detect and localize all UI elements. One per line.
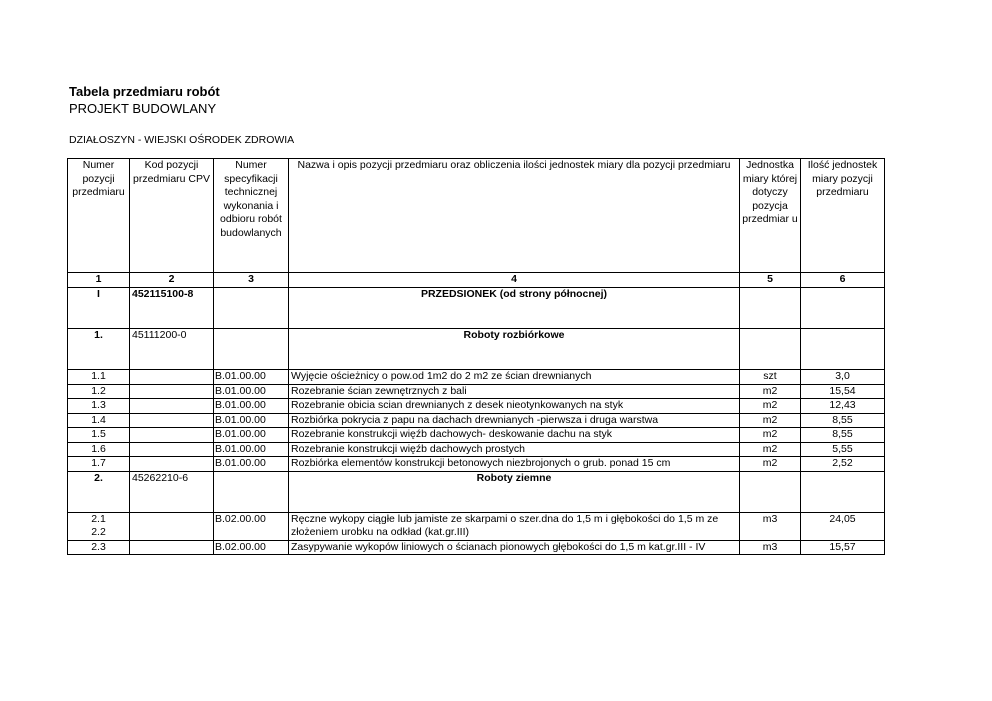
- item-number: 1.1: [68, 370, 130, 385]
- item-quantity: 15,54: [801, 384, 885, 399]
- item-unit: m2: [740, 428, 801, 443]
- item-spec: B.01.00.00: [214, 428, 289, 443]
- column-number: 6: [801, 273, 885, 288]
- table-row: [68, 370, 885, 385]
- bill-of-quantities-table: [67, 158, 885, 555]
- item-cpv: [130, 512, 214, 540]
- subsection-title: Roboty rozbiórkowe: [289, 329, 740, 370]
- item-unit: m2: [740, 413, 801, 428]
- item-cpv: [130, 428, 214, 443]
- subsection-number: 2.: [68, 471, 130, 512]
- section-unit: [740, 288, 801, 329]
- item-cpv: [130, 442, 214, 457]
- subsection-cpv-code: 45262210-6: [130, 471, 214, 512]
- item-unit: m2: [740, 457, 801, 472]
- item-cpv: [130, 540, 214, 555]
- table-row: [68, 413, 885, 428]
- item-unit: m2: [740, 384, 801, 399]
- table-row: [68, 442, 885, 457]
- subsection-spec: [214, 471, 289, 512]
- item-description: Rozebranie ścian zewnętrznych z bali: [289, 384, 740, 399]
- item-description: Rozbiórka pokrycia z papu na dachach drewnianych -pierwsza i druga warstwa: [289, 413, 740, 428]
- table-row: [68, 399, 885, 414]
- item-spec: B.01.00.00: [214, 442, 289, 457]
- subsection-number: 1.: [68, 329, 130, 370]
- item-description: Zasypywanie wykopów liniowych o ścianach pionowych głębokości do 1,5 m kat.gr.III - IV: [289, 540, 740, 555]
- item-number: 1.5: [68, 428, 130, 443]
- item-spec: B.02.00.00: [214, 540, 289, 555]
- document-subtitle: PROJEKT BUDOWLANY: [69, 101, 217, 116]
- item-quantity: 3,0: [801, 370, 885, 385]
- item-quantity: 12,43: [801, 399, 885, 414]
- header-row: [68, 159, 885, 273]
- item-spec: B.01.00.00: [214, 370, 289, 385]
- item-cpv: [130, 399, 214, 414]
- item-quantity: 15,57: [801, 540, 885, 555]
- item-number: 1.7: [68, 457, 130, 472]
- section-quantity: [801, 288, 885, 329]
- column-number: 1: [68, 273, 130, 288]
- subsection-unit: [740, 329, 801, 370]
- item-unit: m3: [740, 540, 801, 555]
- section-number: I: [68, 288, 130, 329]
- table-row: [68, 540, 885, 555]
- project-location: DZIAŁOSZYN - WIEJSKI OŚRODEK ZDROWIA: [69, 134, 295, 146]
- header-unit: Jednostka miary której dotyczy pozycja przedmiar u: [740, 159, 801, 273]
- section-row: [68, 288, 885, 329]
- header-spec-number: Numer specyfikacji technicznej wykonania i odbioru robót budowlanych: [214, 159, 289, 273]
- item-number: 1.4: [68, 413, 130, 428]
- column-number: 2: [130, 273, 214, 288]
- column-number: 4: [289, 273, 740, 288]
- item-quantity: 8,55: [801, 428, 885, 443]
- item-cpv: [130, 413, 214, 428]
- item-quantity: 8,55: [801, 413, 885, 428]
- subsection-quantity: [801, 329, 885, 370]
- table-row: [68, 428, 885, 443]
- item-cpv: [130, 457, 214, 472]
- column-number-row: [68, 273, 885, 288]
- item-spec: B.01.00.00: [214, 399, 289, 414]
- item-unit: m2: [740, 399, 801, 414]
- subsection-unit: [740, 471, 801, 512]
- subsection-cpv-code: 45111200-0: [130, 329, 214, 370]
- header-quantity: Ilość jednostek miary pozycji przedmiaru: [801, 159, 885, 273]
- item-number: 1.3: [68, 399, 130, 414]
- item-description: Rozebranie obicia scian drewnianych z desek nieotynkowanych na styk: [289, 399, 740, 414]
- item-spec: B.01.00.00: [214, 413, 289, 428]
- item-quantity: 5,55: [801, 442, 885, 457]
- item-number: 1.2: [68, 384, 130, 399]
- item-spec: B.02.00.00: [214, 512, 289, 540]
- subsection-row: [68, 329, 885, 370]
- item-cpv: [130, 384, 214, 399]
- item-description: Rozbiórka elementów konstrukcji betonowych niezbrojonych o grub. ponad 15 cm: [289, 457, 740, 472]
- item-number-primary: 2.1: [91, 512, 106, 525]
- subsection-row: [68, 471, 885, 512]
- section-spec: [214, 288, 289, 329]
- item-number: 2.3: [68, 540, 130, 555]
- item-cpv: [130, 370, 214, 385]
- header-position-number: Numer pozycji przedmiaru: [68, 159, 130, 273]
- subsection-spec: [214, 329, 289, 370]
- item-quantity: 24,05: [801, 512, 885, 540]
- table-row: [68, 457, 885, 472]
- item-description: Rozebranie konstrukcji więźb dachowych prostych: [289, 442, 740, 457]
- item-number: 1.6: [68, 442, 130, 457]
- table-row: [68, 512, 885, 540]
- item-unit: szt: [740, 370, 801, 385]
- subsection-title: Roboty ziemne: [289, 471, 740, 512]
- item-description: Ręczne wykopy ciągłe lub jamiste ze skarpami o szer.dna do 1,5 m i głębokości do 1,5 m ze złożeniem urobku na odkład (kat.gr.III): [289, 512, 740, 540]
- document-title: Tabela przedmiaru robót: [69, 84, 220, 99]
- item-description: Rozebranie konstrukcji więźb dachowych- deskowanie dachu na styk: [289, 428, 740, 443]
- header-description: Nazwa i opis pozycji przedmiaru oraz obliczenia ilości jednostek miary dla pozycji przedmiaru: [289, 159, 740, 273]
- subsection-quantity: [801, 471, 885, 512]
- column-number: 3: [214, 273, 289, 288]
- section-title: PRZEDSIONEK (od strony północnej): [289, 288, 740, 329]
- item-number: [68, 512, 130, 540]
- item-unit: m2: [740, 442, 801, 457]
- item-quantity: 2,52: [801, 457, 885, 472]
- section-cpv-code: 452115100-8: [130, 288, 214, 329]
- header-cpv-code: Kod pozycji przedmiaru CPV: [130, 159, 214, 273]
- item-description: Wyjęcie ościeżnicy o pow.od 1m2 do 2 m2 ze ścian drewnianych: [289, 370, 740, 385]
- table-row: [68, 384, 885, 399]
- column-number: 5: [740, 273, 801, 288]
- item-unit: m3: [740, 512, 801, 540]
- item-spec: B.01.00.00: [214, 384, 289, 399]
- item-spec: B.01.00.00: [214, 457, 289, 472]
- item-number-secondary: 2.2: [91, 526, 106, 538]
